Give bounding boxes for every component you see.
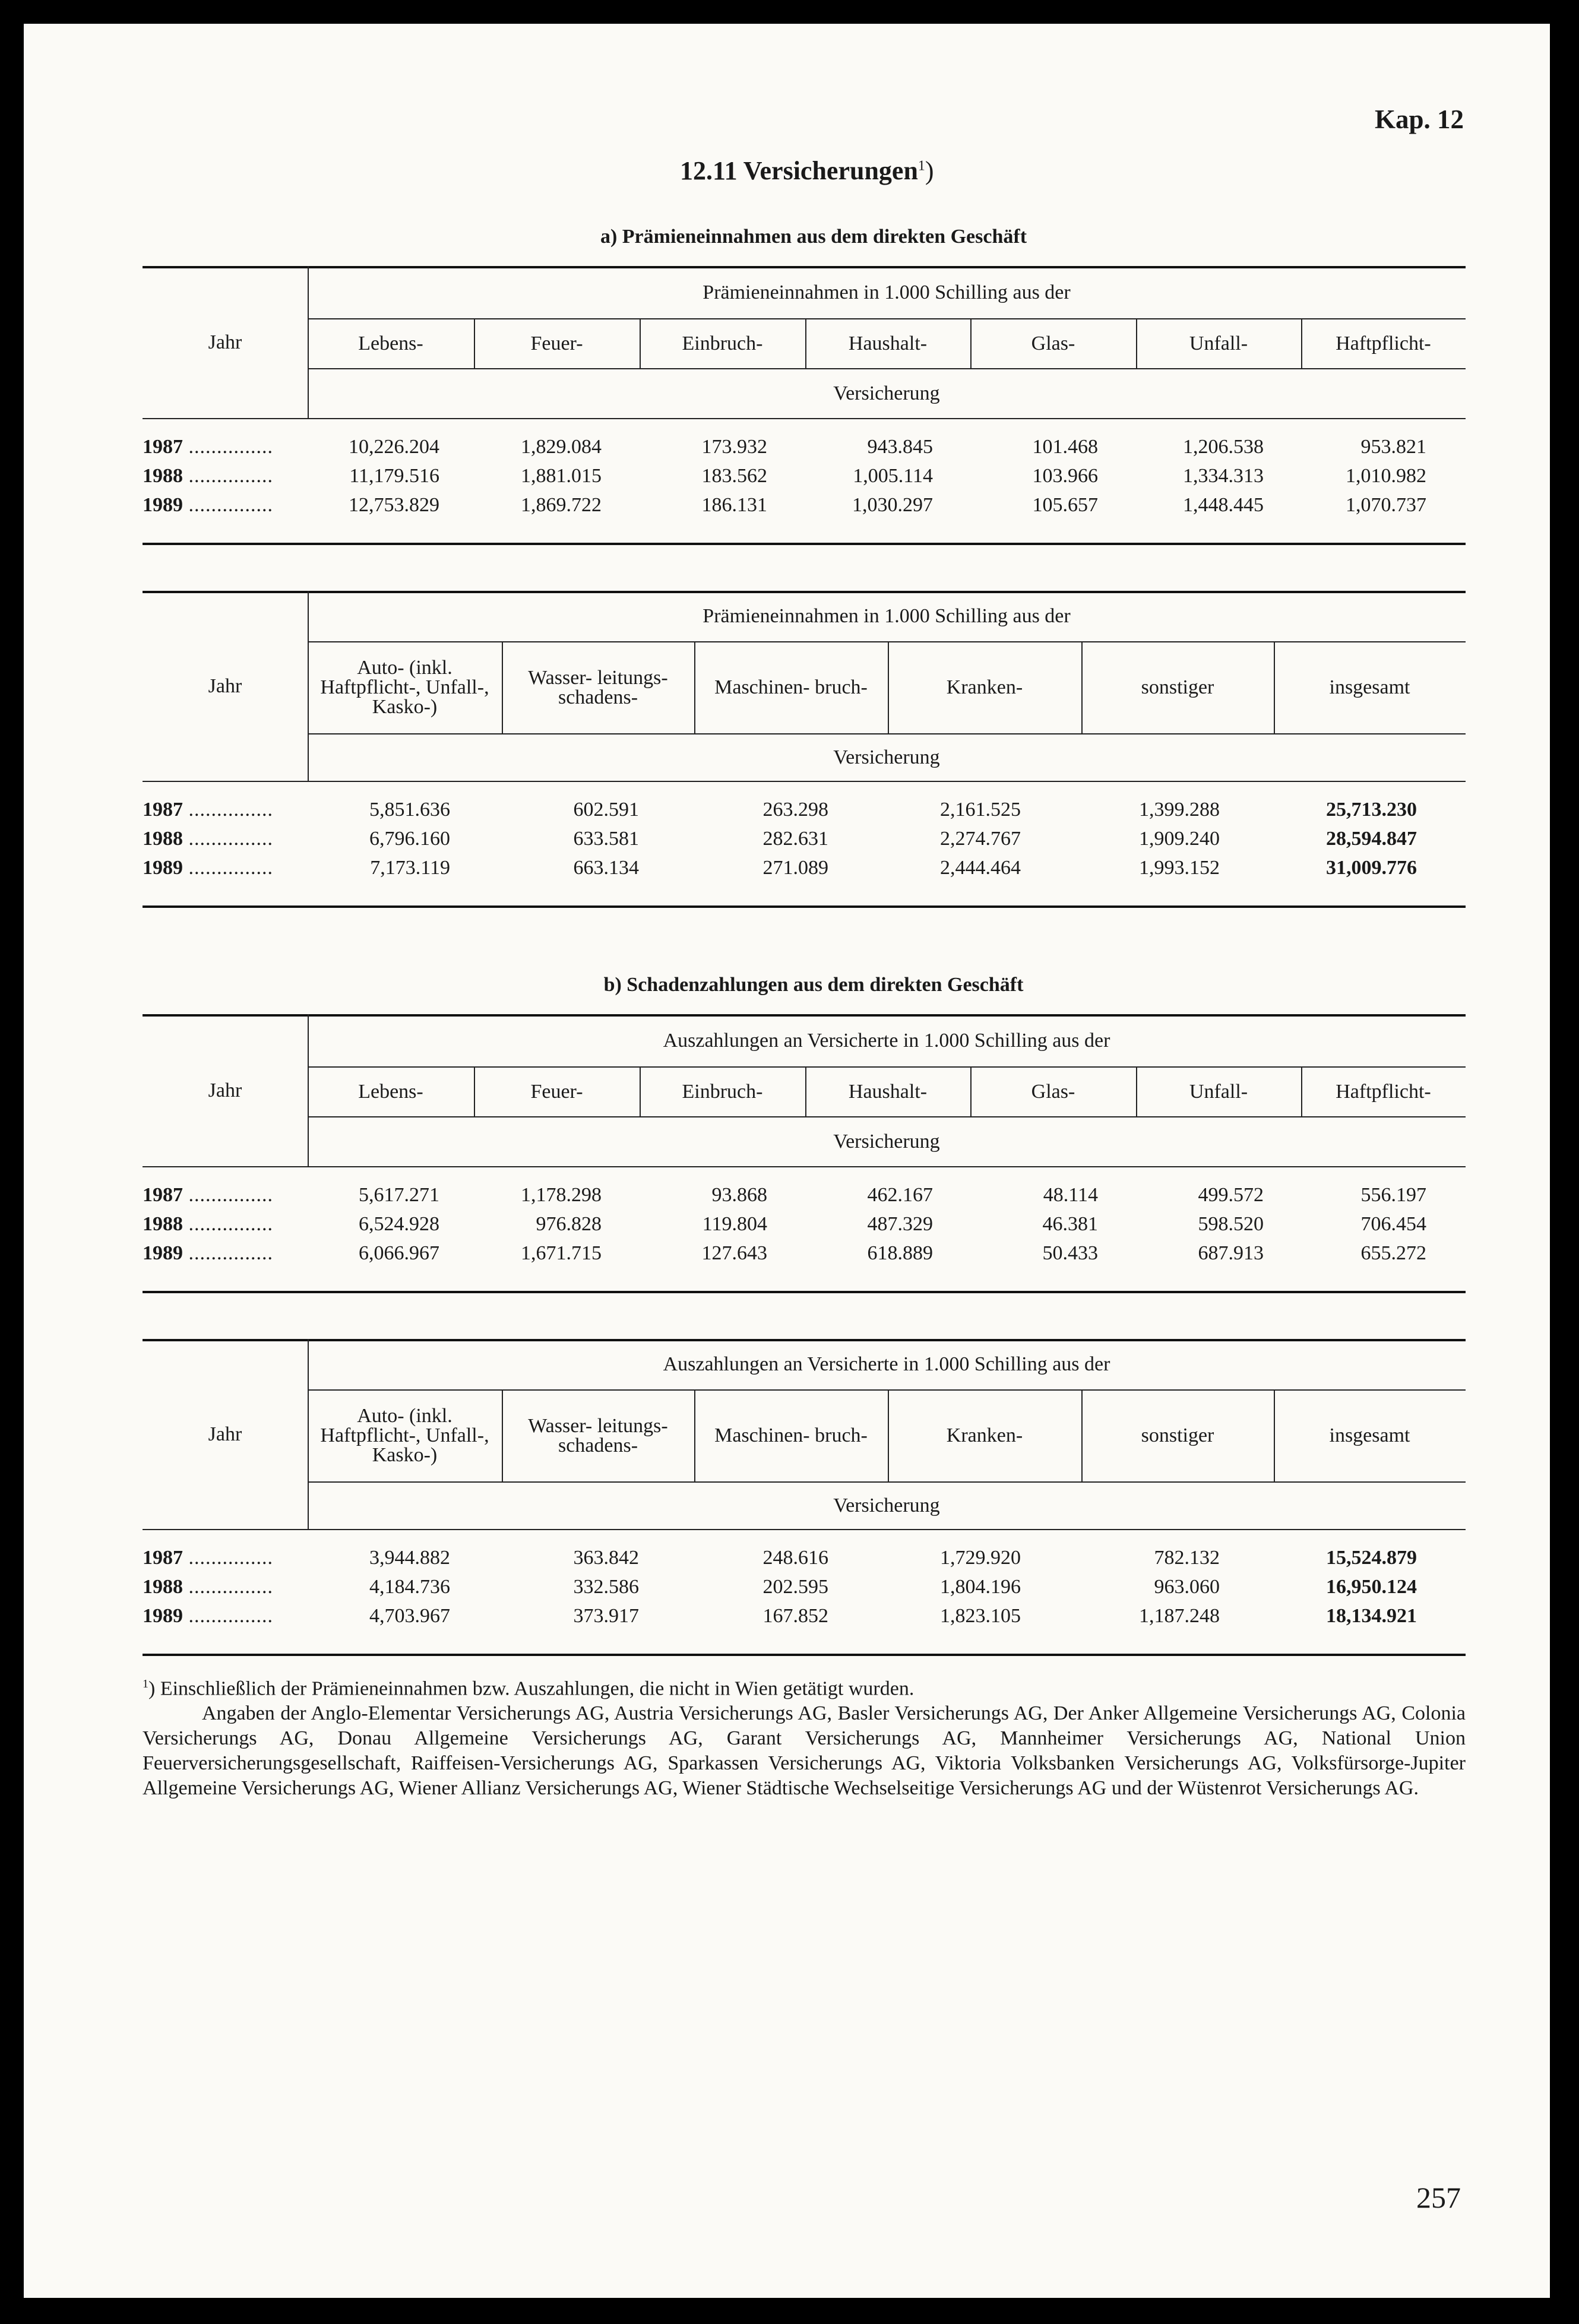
footer-header: Versicherung	[833, 382, 940, 404]
column-header: Haftpflicht-	[1336, 1080, 1431, 1103]
table-cell: 282.631	[762, 828, 828, 850]
table-cell: 943.845	[867, 436, 933, 458]
col-year-header: Jahr	[208, 675, 242, 697]
column-header: sonstiger	[1141, 1424, 1214, 1446]
table-cell: 1,729.920	[940, 1547, 1021, 1569]
footnote-1: $^1$) Einschließlich der Prämieneinnahmen bzw. Auszahlungen, die nicht in Wien getätigt wurden.	[143, 1677, 915, 1700]
year-label: 1988	[143, 828, 183, 850]
table-cell: 655.272	[1360, 1242, 1426, 1264]
column-header: Glas-	[1031, 332, 1075, 354]
table-cell: 6,066.967	[359, 1242, 439, 1264]
column-header: Feuer-	[530, 1080, 583, 1103]
table-cell: 2,444.464	[940, 857, 1021, 879]
table-cell: 48.114	[1043, 1184, 1098, 1206]
table-cell: 1,909.240	[1139, 828, 1220, 850]
table-cell: 663.134	[573, 857, 639, 879]
column-header: Maschinen- bruch-	[714, 1424, 868, 1446]
table-cell: 263.298	[762, 799, 828, 821]
column-header: Einbruch-	[682, 1080, 763, 1103]
table-cell: 1,829.084	[521, 436, 602, 458]
col-year-header: Jahr	[208, 331, 242, 353]
column-header: Lebens-	[358, 1080, 423, 1103]
group-header: Prämieneinnahmen in 1.000 Schilling aus der	[703, 605, 1071, 627]
table-cell: 487.329	[867, 1213, 933, 1235]
column-header: Auto- (inkl. Haftpflicht-, Unfall-, Kasko-)	[320, 657, 489, 718]
title-text: 12.11 Versicherungen	[680, 156, 918, 185]
group-header: Auszahlungen an Versicherte in 1.000 Schilling aus der	[663, 1029, 1110, 1052]
column-header: Maschinen- bruch-	[714, 676, 868, 698]
table-cell: 186.131	[701, 494, 767, 516]
year-label: 1989	[143, 494, 183, 516]
table-cell: 173.932	[701, 436, 767, 458]
year-label: 1987	[143, 436, 183, 458]
table-cell: 46.381	[1042, 1213, 1098, 1235]
table-cell: 103.966	[1032, 465, 1098, 487]
chapter-label: Kap. 12	[1375, 105, 1464, 134]
table-cell: 271.089	[762, 857, 828, 879]
footer-header: Versicherung	[833, 1130, 940, 1152]
table-bottom-rule	[143, 543, 1466, 545]
column-header: Wasser- leitungs- schadens-	[528, 1414, 668, 1457]
table-cell: 782.132	[1154, 1547, 1220, 1569]
column-header: Auto- (inkl. Haftpflicht-, Unfall-, Kasko-)	[320, 1405, 489, 1466]
column-header: Einbruch-	[682, 332, 763, 354]
table-cell: 1,869.722	[521, 494, 602, 516]
table-cell: 1,030.297	[852, 494, 933, 516]
year-label: 1988	[143, 1576, 183, 1598]
table-cell: 1,804.196	[940, 1576, 1021, 1598]
title-footnote-marker: 1	[917, 158, 925, 174]
table-cell: 101.468	[1032, 436, 1098, 458]
table-cell: 105.657	[1032, 494, 1098, 516]
table-cell: 602.591	[573, 799, 639, 821]
table-cell: 127.643	[701, 1242, 767, 1264]
year-label: 1988	[143, 1213, 183, 1235]
group-header: Prämieneinnahmen in 1.000 Schilling aus der	[703, 281, 1071, 303]
table-cell: 1,178.298	[521, 1184, 602, 1206]
section-a-heading: a) Prämieneinnahmen aus dem direkten Geschäft	[600, 226, 1027, 248]
year-label: 1989	[143, 1242, 183, 1264]
table-cell: 11,179.516	[349, 465, 439, 487]
table-cell: 499.572	[1198, 1184, 1264, 1206]
year-label: 1989	[143, 1605, 183, 1627]
leader-dots: ...............	[183, 857, 273, 879]
column-header: Wasser- leitungs- schadens-	[528, 666, 668, 708]
column-header: Haushalt-	[848, 332, 928, 354]
table-cell: 4,703.967	[369, 1605, 450, 1627]
table-cell: 556.197	[1360, 1184, 1426, 1206]
table-cell: 598.520	[1198, 1213, 1264, 1235]
footer-header: Versicherung	[833, 1494, 940, 1516]
column-header: Feuer-	[530, 332, 583, 354]
year-label: 1987	[143, 1184, 183, 1206]
table-cell: 16,950.124	[1326, 1576, 1417, 1598]
table-cell: 706.454	[1360, 1213, 1426, 1235]
table-cell: 1,005.114	[853, 465, 933, 487]
footer-header: Versicherung	[833, 746, 940, 768]
table-cell: 1,187.248	[1139, 1605, 1220, 1627]
group-header: Auszahlungen an Versicherte in 1.000 Schilling aus der	[663, 1353, 1110, 1375]
page-number: 257	[1416, 2181, 1461, 2214]
header-bottom-rule	[143, 1529, 1466, 1530]
table-cell: 963.060	[1154, 1576, 1220, 1598]
column-header: Haftpflicht-	[1336, 332, 1431, 354]
table-cell: 6,524.928	[359, 1213, 439, 1235]
table-cell: 5,851.636	[369, 799, 450, 821]
table-cell: 18,134.921	[1326, 1605, 1417, 1627]
table-cell: 633.581	[573, 828, 639, 850]
table-bottom-rule	[143, 905, 1466, 908]
leader-dots: ...............	[183, 1242, 273, 1264]
table-cell: 976.828	[536, 1213, 602, 1235]
leader-dots: ...............	[183, 1547, 273, 1569]
table-cell: 1,993.152	[1139, 857, 1220, 879]
leader-dots: ...............	[183, 1605, 273, 1627]
table-cell: 15,524.879	[1326, 1547, 1417, 1569]
column-header: insgesamt	[1329, 1424, 1410, 1446]
leader-dots: ...............	[183, 436, 273, 458]
year-label: 1988	[143, 465, 183, 487]
column-header: sonstiger	[1141, 676, 1214, 698]
leader-dots: ...............	[183, 799, 273, 821]
table-cell: 1,206.538	[1183, 436, 1264, 458]
table-cell: 2,161.525	[940, 799, 1021, 821]
table-cell: 687.913	[1198, 1242, 1264, 1264]
header-bottom-rule	[143, 418, 1466, 419]
col-year-header: Jahr	[208, 1079, 242, 1101]
table-cell: 1,823.105	[940, 1605, 1021, 1627]
table-cell: 93.868	[711, 1184, 767, 1206]
table-bottom-rule	[143, 1654, 1466, 1656]
table-cell: 5,617.271	[359, 1184, 439, 1206]
header-bottom-rule	[143, 1166, 1466, 1167]
footnote-2: Angaben der Anglo-Elementar Versicherungs AG, Austria Versicherungs AG, Basler Versicherungs AG, Der Anker Allgemeine Versicherungs AG, Colonia Versicherungs AG, Donau Allgemeine Versicherungs AG, Garant Versicherungs AG, Mannheimer Versicherungs AG, National Union Feuerversicherungsgesellschaft, Raiffeisen-Versicherungs AG, Sparkassen Versicherungs AG, Viktoria Volksbanken Versicherungs AG, Volksfürsorge-Jupiter Allgemeine Versicherungs AG, Wiener Allianz Versicherungs AG, Wiener Städtische Wechselseitige Versicherungs AG und der Wüstenrot Versicherungs AG.	[143, 1702, 1466, 1800]
year-label: 1987	[143, 1547, 183, 1569]
table-cell: 618.889	[867, 1242, 933, 1264]
leader-dots: ...............	[183, 1576, 273, 1598]
column-header: Lebens-	[358, 332, 423, 354]
column-header: Haushalt-	[848, 1080, 928, 1103]
column-header: Kranken-	[946, 676, 1023, 698]
column-header: Glas-	[1031, 1080, 1075, 1103]
column-header: insgesamt	[1329, 676, 1410, 698]
table-cell: 28,594.847	[1326, 828, 1417, 850]
table-cell: 4,184.736	[369, 1576, 450, 1598]
table-cell: 183.562	[701, 465, 767, 487]
table-cell: 363.842	[573, 1547, 639, 1569]
column-header: Unfall-	[1189, 332, 1248, 354]
table-cell: 1,881.015	[521, 465, 602, 487]
year-label: 1987	[143, 799, 183, 821]
table-cell: 953.821	[1360, 436, 1426, 458]
table-cell: 1,399.288	[1139, 799, 1220, 821]
table-cell: 10,226.204	[349, 436, 439, 458]
column-header: Unfall-	[1189, 1080, 1248, 1103]
footnotes	[143, 1671, 1466, 1801]
table-cell: 31,009.776	[1326, 857, 1417, 879]
table-cell: 12,753.829	[349, 494, 439, 516]
table-cell: 462.167	[867, 1184, 933, 1206]
leader-dots: ...............	[183, 465, 273, 487]
header-bottom-rule	[143, 781, 1466, 782]
table-cell: 1,070.737	[1346, 494, 1426, 516]
table-bottom-rule	[143, 1291, 1466, 1293]
table-cell: 1,671.715	[521, 1242, 602, 1264]
table-cell: 332.586	[573, 1576, 639, 1598]
table-cell: 2,274.767	[940, 828, 1021, 850]
section-b-heading: b) Schadenzahlungen aus dem direkten Geschäft	[603, 974, 1024, 996]
table-cell: 25,713.230	[1326, 799, 1417, 821]
table-cell: 373.917	[573, 1605, 639, 1627]
table-cell: 248.616	[762, 1547, 828, 1569]
table-cell: 119.804	[702, 1213, 767, 1235]
table-cell: 1,334.313	[1183, 465, 1264, 487]
table-cell: 6,796.160	[369, 828, 450, 850]
leader-dots: ...............	[183, 494, 273, 516]
page-title: 12.11 Versicherungen$^1$)	[680, 156, 934, 185]
leader-dots: ...............	[183, 828, 273, 850]
col-year-header: Jahr	[208, 1423, 242, 1445]
table-cell: 3,944.882	[369, 1547, 450, 1569]
table-cell: 1,010.982	[1346, 465, 1426, 487]
footnote-marker: 1	[143, 1677, 148, 1690]
table-cell: 50.433	[1042, 1242, 1098, 1264]
year-label: 1989	[143, 857, 183, 879]
table-cell: 202.595	[762, 1576, 828, 1598]
table-cell: 7,173.119	[370, 857, 450, 879]
leader-dots: ...............	[183, 1213, 273, 1235]
leader-dots: ...............	[183, 1184, 273, 1206]
table-cell: 1,448.445	[1183, 494, 1264, 516]
table-cell: 167.852	[762, 1605, 828, 1627]
document-page	[24, 24, 1550, 2298]
column-header: Kranken-	[946, 1424, 1023, 1446]
